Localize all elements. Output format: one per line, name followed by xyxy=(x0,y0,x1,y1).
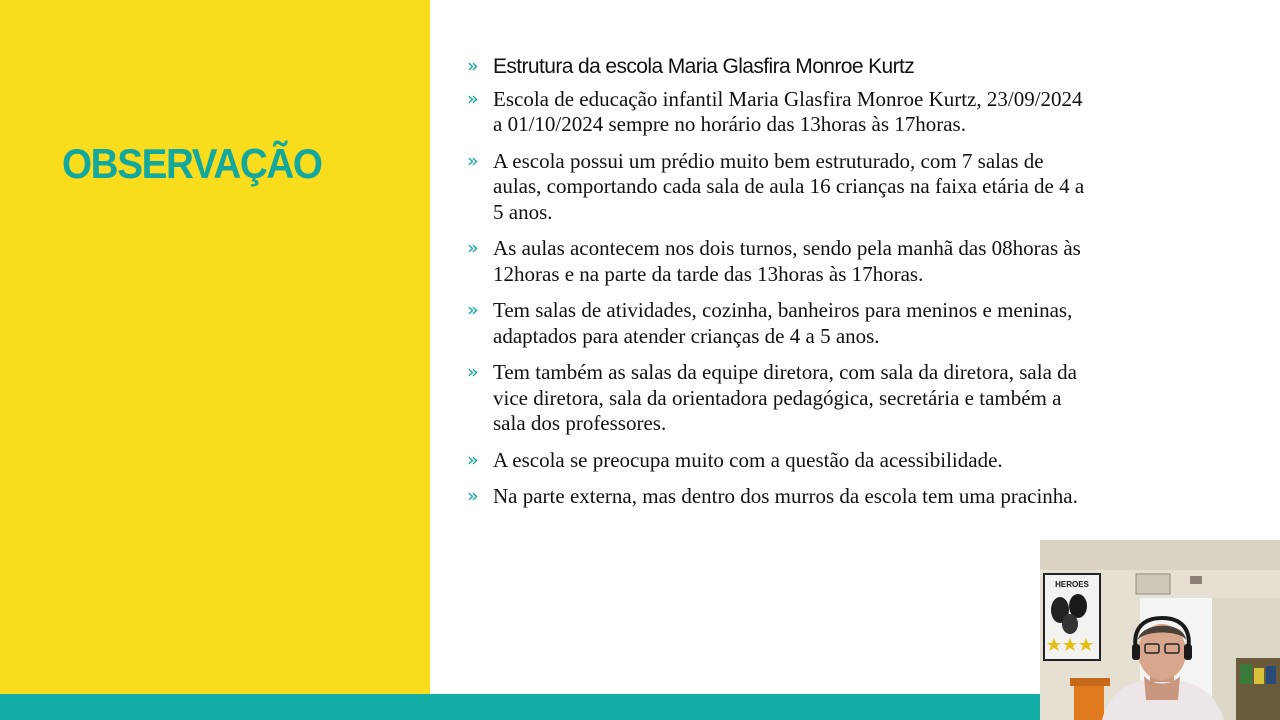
slide-content xyxy=(466,54,1096,521)
bullet-text: Tem também as salas da equipe diretora, com sala da diretora, sala da vice diretora, sala da orientadora pedagógica, secretária e também a sala dos professores. xyxy=(493,360,1077,435)
bullet-icon: » xyxy=(467,87,479,110)
bullet-item xyxy=(466,298,1096,349)
bullet-item xyxy=(466,149,1096,226)
bullet-item xyxy=(466,54,1096,80)
slide-title: OBSERVAÇÃO xyxy=(62,140,322,187)
bullet-item xyxy=(466,87,1096,138)
bullet-icon: » xyxy=(467,55,479,77)
bullet-item xyxy=(466,236,1096,287)
bullet-text: Escola de educação infantil Maria Glasfira Monroe Kurtz, 23/09/2024 a 01/10/2024 sempre no horário das 13horas às 17horas. xyxy=(493,86,1083,136)
webcam-overlay[interactable] xyxy=(1040,540,1280,720)
bullet-item xyxy=(466,484,1096,510)
bullet-text: A escola se preocupa muito com a questão da acessibilidade. xyxy=(493,447,1003,472)
bullet-icon: » xyxy=(467,299,479,321)
webcam-video-frame xyxy=(1040,540,1280,720)
poster-title: HEROES xyxy=(1055,580,1089,589)
bullet-icon: » xyxy=(467,149,479,172)
bullet-text: A escola possui um prédio muito bem estruturado, com 7 salas de aulas, comportando cada sala de aula 16 crianças na faixa etária de 4 a 5 anos. xyxy=(493,148,1085,224)
wall-poster xyxy=(1044,574,1100,660)
bullet-icon: » xyxy=(467,237,479,259)
bullet-item xyxy=(466,448,1096,474)
bullet-text: Tem salas de atividades, cozinha, banheiros para meninos e meninas, adaptados para atender crianças de 4 a 5 anos. xyxy=(493,298,1073,348)
bullet-icon: » xyxy=(467,448,479,471)
left-yellow-panel xyxy=(0,0,430,694)
bullet-list xyxy=(466,54,1096,510)
bullet-text: Estrutura da escola Maria Glasfira Monroe Kurtz xyxy=(493,55,915,78)
bullet-icon: » xyxy=(467,485,479,507)
bullet-text: Na parte externa, mas dentro dos murros da escola tem uma pracinha. xyxy=(493,484,1078,508)
bullet-icon: » xyxy=(467,361,479,383)
bullet-text: As aulas acontecem nos dois turnos, sendo pela manhã das 08horas às 12horas e na parte da tarde das 13horas às 17horas. xyxy=(493,236,1081,286)
bullet-item xyxy=(466,360,1096,437)
